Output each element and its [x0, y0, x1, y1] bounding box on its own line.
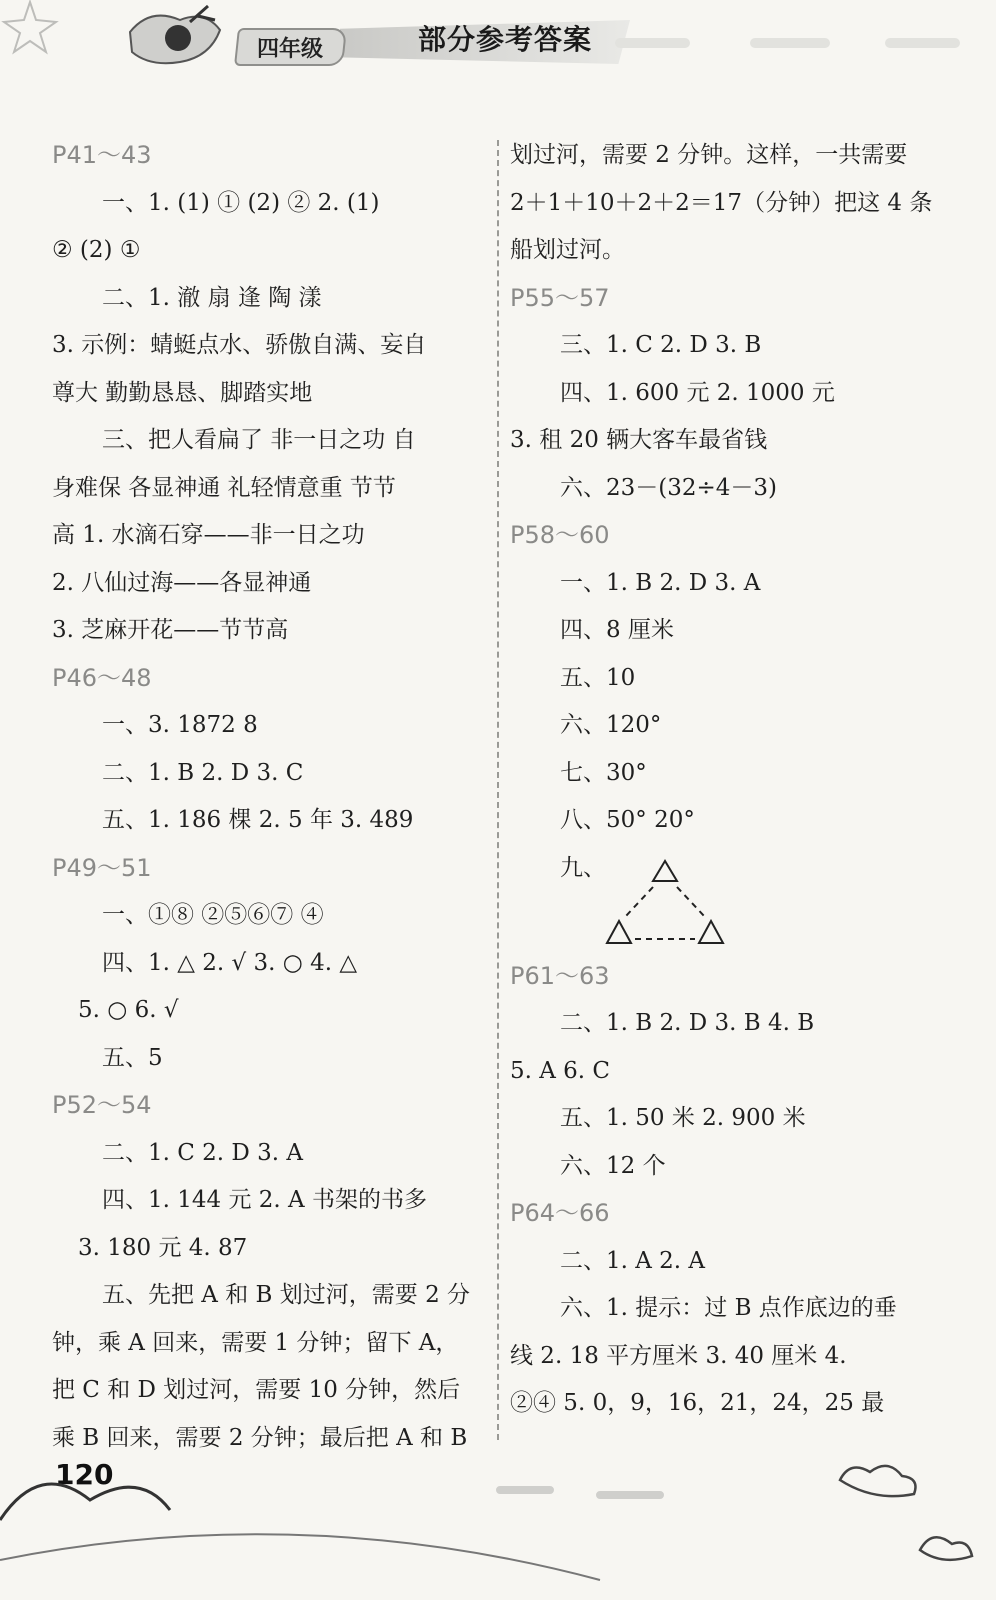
answer-line: 四、1. △ 2. √ 3. ○ 4. △	[102, 949, 358, 976]
answer-line: 3. 芝麻开花——节节高	[52, 617, 289, 643]
grade-tag	[234, 28, 347, 66]
section-heading: P46～48	[52, 663, 152, 692]
answer-line: 3. 180 元 4. 87	[78, 1234, 248, 1261]
answer-line: 乘 B 回来，需要 2 分钟；最后把 A 和 B	[52, 1424, 468, 1451]
footer-decoration	[0, 1440, 996, 1600]
star-icon	[0, 0, 60, 55]
answer-line: ②④ 5. 0，9，16，21，24，25 最	[510, 1390, 885, 1416]
column-divider	[497, 140, 499, 1440]
answer-line: 尊大 勤勤恳恳、脚踏实地	[52, 379, 313, 406]
answer-line: 七、30°	[560, 759, 647, 786]
answer-line: 六、23－(32÷4－3)	[560, 474, 778, 501]
answer-line: 八、50° 20°	[560, 807, 695, 833]
answer-line: 四、1. 600 元 2. 1000 元	[560, 379, 835, 406]
answer-line: 四、8 厘米	[560, 617, 674, 643]
section-heading: P41～43	[52, 141, 152, 169]
right-column	[510, 132, 940, 1428]
answer-line: 三、1. C 2. D 3. B	[560, 332, 762, 358]
answer-line: 船划过河。	[510, 237, 625, 263]
page-number: 120	[55, 1458, 114, 1491]
section-heading: P58～60	[510, 521, 610, 549]
answer-line: 身难保 各显神通 礼轻情意重 节节	[52, 474, 396, 501]
left-column	[52, 132, 482, 1462]
answer-line: 5. A 6. C	[510, 1057, 611, 1084]
section-heading: P55～57	[510, 283, 610, 312]
triangle-answer	[510, 845, 940, 953]
header-decoration	[750, 38, 830, 48]
answer-line: 高 1. 水滴石穿——非一日之功	[52, 522, 365, 548]
answer-line: 二、1. B 2. D 3. B 4. B	[560, 1010, 815, 1036]
answer-line: 六、1. 提示：过 B 点作底边的垂	[560, 1295, 897, 1321]
answer-line: 四、1. 144 元 2. A 书架的书多	[102, 1187, 427, 1213]
answer-label: 九、	[560, 854, 606, 881]
answer-line: 六、120°	[560, 712, 662, 738]
answer-line: 五、1. 50 米 2. 900 米	[560, 1105, 806, 1131]
answer-line: 五、5	[102, 1044, 163, 1071]
answer-line: 一、3. 1872 8	[102, 712, 258, 738]
page-title: 部分参考答案	[418, 23, 593, 56]
header-decoration	[885, 38, 960, 48]
answer-line: 一、①⑧ ②⑤⑥⑦ ④	[102, 902, 324, 928]
answer-line: 划过河，需要 2 分钟。这样，一共需要	[510, 142, 908, 168]
answer-line: 2＋1＋10＋2＋2＝17（分钟）把这 4 条	[510, 189, 933, 216]
answer-line: 五、1. 186 棵 2. 5 年 3. 489	[102, 807, 414, 833]
answer-line: 三、把人看扁了 非一日之功 自	[102, 427, 416, 453]
section-heading: P49～51	[52, 853, 152, 882]
answer-line: 线 2. 18 平方厘米 3. 40 厘米 4.	[510, 1342, 847, 1369]
answer-line: 把 C 和 D 划过河，需要 10 分钟，然后	[52, 1377, 461, 1403]
answer-line: 二、1. 澈 扇 逢 陶 漾	[102, 284, 322, 311]
answer-line: 一、1. B 2. D 3. A	[560, 569, 761, 596]
answer-line: 钟，乘 A 回来，需要 1 分钟；留下 A，	[52, 1329, 459, 1356]
answer-line: 五、先把 A 和 B 划过河，需要 2 分	[102, 1282, 471, 1308]
section-heading: P61～63	[510, 961, 610, 990]
answer-line: 二、1. A 2. A	[560, 1247, 706, 1274]
section-heading: P64～66	[510, 1199, 610, 1227]
header-decoration	[615, 38, 690, 48]
section-heading: P52～54	[52, 1091, 152, 1119]
answer-line: 二、1. C 2. D 3. A	[102, 1139, 304, 1166]
answer-line: ② (2) ①	[52, 237, 141, 263]
answer-line: 一、1. (1) ① (2) ② 2. (1)	[102, 189, 380, 216]
grade-label: 四年级	[257, 36, 324, 62]
answer-line: 5. ○ 6. √	[78, 997, 179, 1023]
triangle-arrangement-icon	[605, 859, 725, 949]
answer-line: 3. 示例：蜻蜓点水、骄傲自满、妄自	[52, 332, 427, 358]
mascot-icon	[120, 2, 230, 74]
answer-line: 五、10	[560, 664, 636, 691]
answer-line: 二、1. B 2. D 3. C	[102, 759, 304, 786]
page-header	[0, 0, 996, 90]
answer-line: 六、12 个	[560, 1152, 666, 1179]
answer-line: 3. 租 20 辆大客车最省钱	[510, 427, 768, 453]
answer-line: 2. 八仙过海——各显神通	[52, 569, 312, 596]
